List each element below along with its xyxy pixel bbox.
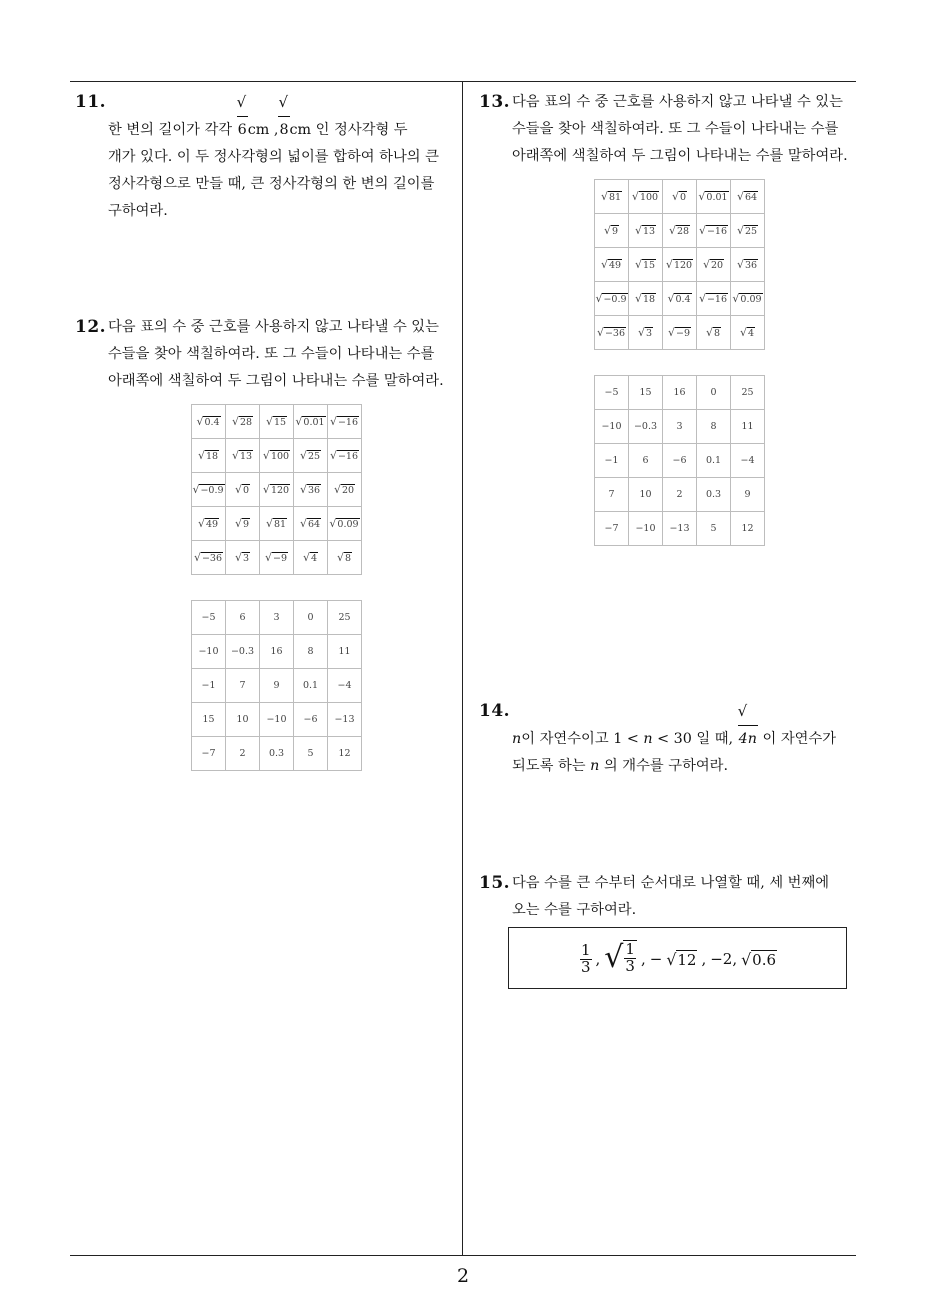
question-12	[75, 314, 455, 395]
radicand: 28	[239, 417, 253, 428]
sqrt-expression: √100	[631, 190, 659, 203]
sqrt-expression: √15	[634, 258, 656, 271]
radicand: 0	[242, 485, 250, 496]
radicand: 3	[645, 328, 653, 339]
question-number: 15.	[479, 873, 511, 893]
question-line	[512, 698, 869, 753]
grid-cell	[260, 405, 294, 439]
bottom-rule	[70, 1255, 856, 1256]
radicand: 81	[608, 192, 622, 203]
radicand: 3	[242, 553, 250, 564]
grid-cell: −10	[192, 635, 226, 669]
grid-row	[595, 282, 765, 316]
page-number: 2	[456, 1265, 470, 1287]
grid-cell	[629, 316, 663, 350]
grid-row	[595, 444, 765, 478]
grid-cell: 12	[731, 512, 765, 546]
grid-cell: −0.3	[629, 410, 663, 444]
question-11	[75, 89, 455, 225]
sqrt-expression: √−16	[698, 292, 728, 305]
radicand: 13	[239, 451, 253, 462]
radicand: 4	[747, 328, 755, 339]
grid-cell	[226, 439, 260, 473]
variable-n: n	[590, 758, 600, 774]
radicand: −9	[676, 328, 691, 339]
variable-n: n	[512, 731, 522, 747]
text-fragment: 이 자연수이고	[521, 731, 609, 747]
sqrt-expression: √28	[668, 224, 690, 237]
radicand: 64	[744, 192, 758, 203]
fraction	[624, 939, 636, 975]
inequality-high: < 30	[657, 731, 692, 747]
radicand: −16	[337, 417, 359, 428]
grid-cell: 7	[595, 478, 629, 512]
column-divider	[462, 81, 463, 1256]
sqrt-expression: √ 6	[237, 89, 248, 144]
grid-cell: 0.3	[260, 737, 294, 771]
grid-cell: 9	[260, 669, 294, 703]
radicand: 18	[642, 294, 656, 305]
radicand: 0.6	[752, 950, 777, 969]
grid-cell: −7	[595, 512, 629, 546]
question-line: 개가 있다. 이 두 정사각형의 넓이를 합하여 하나의 큰	[108, 149, 439, 165]
radicand: 9	[242, 519, 250, 530]
sqrt-expression: √120	[665, 258, 693, 271]
text-fragment: 의 개수를 구하여라.	[603, 758, 729, 774]
grid-cell: −13	[663, 512, 697, 546]
question-number: 14.	[479, 701, 511, 721]
radicand: −0.9	[200, 485, 224, 496]
radicand: −16	[706, 294, 728, 305]
sqrt-expression: √3	[234, 551, 250, 564]
text-fragment: 이 자연수가	[762, 731, 837, 747]
answer-number-grid	[191, 600, 362, 771]
sqrt-expression: √28	[231, 415, 253, 428]
grid-cell	[663, 282, 697, 316]
question-line: 다음 수를 큰 수부터 순서대로 나열할 때, 세 번째에	[512, 875, 830, 891]
radicand: 0.09	[740, 294, 762, 305]
grid-cell	[328, 405, 362, 439]
sqrt-expression: √−9	[264, 551, 288, 564]
radicand: 49	[205, 519, 219, 530]
top-rule	[70, 81, 856, 82]
radicand: 36	[307, 485, 321, 496]
numerator: 1	[580, 940, 591, 959]
grid-cell	[294, 473, 328, 507]
root-number-grid	[594, 179, 765, 350]
denominator: 3	[580, 957, 591, 976]
grid-cell	[629, 282, 663, 316]
grid-cell	[663, 316, 697, 350]
grid-cell: −7	[192, 737, 226, 771]
sqrt-expression: √0.4	[196, 415, 220, 428]
inequality-low: 1 <	[613, 731, 639, 747]
radicand: 20	[710, 260, 724, 271]
grid-cell	[629, 248, 663, 282]
sqrt-expression: √0	[234, 483, 250, 496]
sqrt-expression: √81	[265, 517, 287, 530]
sqrt-expression: √8	[336, 551, 352, 564]
question-number: 11.	[75, 92, 107, 112]
grid-cell	[697, 282, 731, 316]
grid-cell: 0.1	[294, 669, 328, 703]
sqrt-expression: √100	[262, 449, 290, 462]
sqrt-expression: √36	[736, 258, 758, 271]
radicand: 0.09	[337, 519, 359, 530]
sqrt-expression: √0.4	[667, 292, 691, 305]
radicand: 15	[273, 417, 287, 428]
number-list-expression	[509, 928, 848, 990]
grid-cell	[595, 214, 629, 248]
grid-cell: −10	[595, 410, 629, 444]
sqrt-expression: √20	[333, 483, 355, 496]
grid-cell	[260, 439, 294, 473]
grid-cell: −10	[260, 703, 294, 737]
sqrt-expression: √4	[302, 551, 318, 564]
sqrt-expression: √13	[634, 224, 656, 237]
grid-cell: 16	[663, 376, 697, 410]
question-text	[108, 89, 455, 225]
radicand: 120	[270, 485, 290, 496]
grid-cell: 0	[294, 601, 328, 635]
sqrt-expression: √−36	[596, 326, 626, 339]
sqrt-expression: √49	[197, 517, 219, 530]
grid-cell	[663, 248, 697, 282]
question-line: 정사각형으로 만들 때, 큰 정사각형의 한 변의 길이를	[108, 176, 435, 192]
text-fragment: cm ,	[247, 122, 279, 138]
grid-cell: 11	[328, 635, 362, 669]
sqrt-expression: √0.01	[698, 190, 728, 203]
grid-row	[192, 439, 362, 473]
grid-cell: −10	[629, 512, 663, 546]
radicand: 36	[744, 260, 758, 271]
root-number-grid	[191, 404, 362, 575]
grid-row	[192, 601, 362, 635]
grid-cell	[595, 248, 629, 282]
radicand: 8	[344, 553, 352, 564]
grid-cell	[697, 180, 731, 214]
sqrt-expression: √−16	[698, 224, 728, 237]
grid-cell	[595, 282, 629, 316]
sqrt-expression: √9	[603, 224, 619, 237]
grid-row	[595, 316, 765, 350]
sqrt-fraction: √ $\frac{1}{3}$	[604, 939, 635, 975]
grid-cell	[192, 541, 226, 575]
grid-cell: 2	[226, 737, 260, 771]
grid-cell	[629, 180, 663, 214]
question-text	[512, 698, 869, 780]
radicand: −16	[706, 226, 728, 237]
sqrt-expression: √4	[739, 326, 755, 339]
grid-cell: 7	[226, 669, 260, 703]
grid-cell: 6	[629, 444, 663, 478]
grid-row	[595, 512, 765, 546]
question-line: 오는 수를 구하여라.	[512, 902, 637, 918]
radicand: 12	[677, 950, 697, 969]
radicand: −36	[201, 553, 223, 564]
grid-cell: 8	[697, 410, 731, 444]
sqrt-expression: √0	[671, 190, 687, 203]
separator: ,	[595, 950, 601, 968]
question-text	[512, 870, 859, 924]
radicand: 4	[310, 553, 318, 564]
grid-cell	[226, 405, 260, 439]
sqrt-expression: √−16	[329, 415, 359, 428]
grid-cell	[697, 248, 731, 282]
grid-cell	[226, 507, 260, 541]
grid-cell: 15	[192, 703, 226, 737]
grid-cell	[226, 473, 260, 507]
grid-cell: 16	[260, 635, 294, 669]
grid-row	[595, 214, 765, 248]
grid-cell: −4	[328, 669, 362, 703]
radicand: 81	[273, 519, 287, 530]
grid-cell: 3	[260, 601, 294, 635]
radicand: 0.01	[706, 192, 728, 203]
radicand: 0.01	[303, 417, 325, 428]
grid-cell: 8	[294, 635, 328, 669]
grid-cell	[731, 214, 765, 248]
grid-cell: 0.3	[697, 478, 731, 512]
radicand: 0	[679, 192, 687, 203]
grid-cell	[595, 316, 629, 350]
question-line	[512, 753, 869, 780]
grid-row	[595, 376, 765, 410]
sqrt-expression: √20	[702, 258, 724, 271]
answer-number-grid	[594, 375, 765, 546]
radicand: −9	[273, 553, 288, 564]
sqrt-expression: √−9	[667, 326, 691, 339]
grid-cell: −4	[731, 444, 765, 478]
radicand: 15	[642, 260, 656, 271]
grid-cell	[192, 473, 226, 507]
grid-cell	[328, 541, 362, 575]
sqrt-expression: √−36	[193, 551, 223, 564]
grid-cell: −6	[294, 703, 328, 737]
grid-cell	[192, 507, 226, 541]
numerator: 1	[625, 939, 635, 958]
radicand: 9	[611, 226, 619, 237]
grid-cell	[328, 439, 362, 473]
grid-cell	[260, 473, 294, 507]
question-line	[108, 89, 455, 144]
separator: ,	[640, 950, 646, 968]
radicand: 4n	[738, 725, 758, 753]
sqrt-expression: √0.6	[741, 949, 777, 969]
sqrt-expression: √−0.9	[595, 292, 627, 305]
sqrt-expression: √ 4n	[738, 698, 758, 753]
grid-cell	[595, 180, 629, 214]
grid-cell: 25	[731, 376, 765, 410]
grid-cell	[663, 180, 697, 214]
question-13	[479, 89, 859, 170]
sqrt-expression: √9	[234, 517, 250, 530]
question-line: 구하여라.	[108, 203, 168, 219]
radicand: −0.9	[603, 294, 627, 305]
grid-cell: −13	[328, 703, 362, 737]
grid-cell	[294, 541, 328, 575]
denominator: 3	[625, 956, 635, 975]
grid-cell: 5	[294, 737, 328, 771]
grid-row	[595, 248, 765, 282]
radicand: 64	[307, 519, 321, 530]
grid-cell	[697, 214, 731, 248]
radicand: 100	[270, 451, 290, 462]
question-line: 수들을 찾아 색칠하여라. 또 그 수들이 나타내는 수를	[108, 346, 435, 362]
grid-cell: 25	[328, 601, 362, 635]
question-line: 아래쪽에 색칠하여 두 그림이 나타내는 수를 말하여라.	[512, 148, 848, 164]
radicand: 8	[278, 116, 289, 144]
radicand: 0.4	[675, 294, 691, 305]
grid-row	[192, 507, 362, 541]
sqrt-expression: √25	[736, 224, 758, 237]
grid-row	[595, 180, 765, 214]
sqrt-expression: √120	[262, 483, 290, 496]
question-line: 다음 표의 수 중 근호를 사용하지 않고 나타낼 수 있는	[108, 319, 439, 335]
sqrt-expression: √64	[736, 190, 758, 203]
grid-cell	[328, 507, 362, 541]
grid-cell: −5	[595, 376, 629, 410]
radicand: 25	[744, 226, 758, 237]
grid-cell	[731, 316, 765, 350]
grid-cell: −0.3	[226, 635, 260, 669]
grid-row	[192, 541, 362, 575]
sqrt-expression: √64	[299, 517, 321, 530]
grid-row	[595, 478, 765, 512]
grid-row	[192, 635, 362, 669]
question-line: 수들을 찾아 색칠하여라. 또 그 수들이 나타내는 수를	[512, 121, 839, 137]
number-term: −2,	[710, 950, 738, 968]
separator: ,	[701, 950, 707, 968]
radicand: 6	[237, 116, 248, 144]
grid-row	[192, 703, 362, 737]
grid-cell	[260, 541, 294, 575]
radicand: 13	[642, 226, 656, 237]
grid-row	[192, 473, 362, 507]
grid-cell	[663, 214, 697, 248]
sqrt-expression: √0.09	[329, 517, 359, 530]
grid-cell: −1	[192, 669, 226, 703]
sqrt-expression: √18	[197, 449, 219, 462]
grid-cell	[731, 180, 765, 214]
grid-cell	[731, 282, 765, 316]
sqrt-expression: √49	[600, 258, 622, 271]
grid-row	[192, 669, 362, 703]
sqrt-expression: √25	[299, 449, 321, 462]
grid-cell: 10	[629, 478, 663, 512]
sqrt-expression: √18	[634, 292, 656, 305]
sqrt-expression: √81	[600, 190, 622, 203]
question-text	[512, 89, 859, 170]
grid-cell: −6	[663, 444, 697, 478]
grid-row	[595, 410, 765, 444]
grid-cell	[192, 405, 226, 439]
grid-cell: 5	[697, 512, 731, 546]
variable-n: n	[643, 731, 653, 747]
question-number: 13.	[479, 92, 511, 112]
radicand: 25	[307, 451, 321, 462]
sqrt-expression: √0.09	[732, 292, 762, 305]
grid-cell: 15	[629, 376, 663, 410]
question-text	[108, 314, 455, 395]
sqrt-expression: √ 8	[278, 89, 289, 144]
sqrt-expression: √−0.9	[192, 483, 224, 496]
grid-cell	[697, 316, 731, 350]
text-fragment: 한 변의 길이가 각각	[108, 122, 233, 138]
sqrt-expression: √12	[666, 949, 697, 969]
grid-cell	[260, 507, 294, 541]
grid-row	[192, 405, 362, 439]
grid-cell: 11	[731, 410, 765, 444]
grid-cell: −1	[595, 444, 629, 478]
grid-cell: 9	[731, 478, 765, 512]
radicand: −36	[604, 328, 626, 339]
grid-cell	[192, 439, 226, 473]
sqrt-expression: √15	[265, 415, 287, 428]
sqrt-expression: √13	[231, 449, 253, 462]
grid-cell: 3	[663, 410, 697, 444]
grid-cell	[328, 473, 362, 507]
question-line: 다음 표의 수 중 근호를 사용하지 않고 나타낼 수 있는	[512, 94, 843, 110]
fraction	[580, 940, 592, 976]
grid-cell	[294, 405, 328, 439]
radicand: 20	[341, 485, 355, 496]
grid-row	[192, 737, 362, 771]
question-15	[479, 870, 859, 924]
sqrt-expression: √8	[705, 326, 721, 339]
radicand: 0.4	[204, 417, 220, 428]
radicand: 49	[608, 260, 622, 271]
grid-cell: 2	[663, 478, 697, 512]
grid-cell: 6	[226, 601, 260, 635]
radicand: 18	[205, 451, 219, 462]
question-14	[479, 698, 869, 780]
text-fragment: 되도록 하는	[512, 758, 586, 774]
grid-cell: 12	[328, 737, 362, 771]
grid-cell	[294, 507, 328, 541]
question-number: 12.	[75, 317, 107, 337]
question-line: 아래쪽에 색칠하여 두 그림이 나타내는 수를 말하여라.	[108, 373, 444, 389]
grid-cell: −5	[192, 601, 226, 635]
grid-cell: 0.1	[697, 444, 731, 478]
radicand: −16	[337, 451, 359, 462]
text-fragment: cm 인 정사각형 두	[289, 122, 408, 138]
grid-cell: 0	[697, 376, 731, 410]
radicand: 8	[713, 328, 721, 339]
minus-sign: −	[649, 950, 663, 968]
grid-cell	[629, 214, 663, 248]
grid-cell	[294, 439, 328, 473]
radicand: 100	[639, 192, 659, 203]
sqrt-expression: √0.01	[295, 415, 325, 428]
sqrt-expression: √36	[299, 483, 321, 496]
sqrt-expression: √−16	[329, 449, 359, 462]
text-fragment: 일 때,	[696, 731, 734, 747]
radicand: 120	[673, 260, 693, 271]
sqrt-expression: √3	[637, 326, 653, 339]
radicand: 28	[676, 226, 690, 237]
grid-cell: 10	[226, 703, 260, 737]
grid-cell	[731, 248, 765, 282]
expression-box	[508, 927, 847, 989]
grid-cell	[226, 541, 260, 575]
